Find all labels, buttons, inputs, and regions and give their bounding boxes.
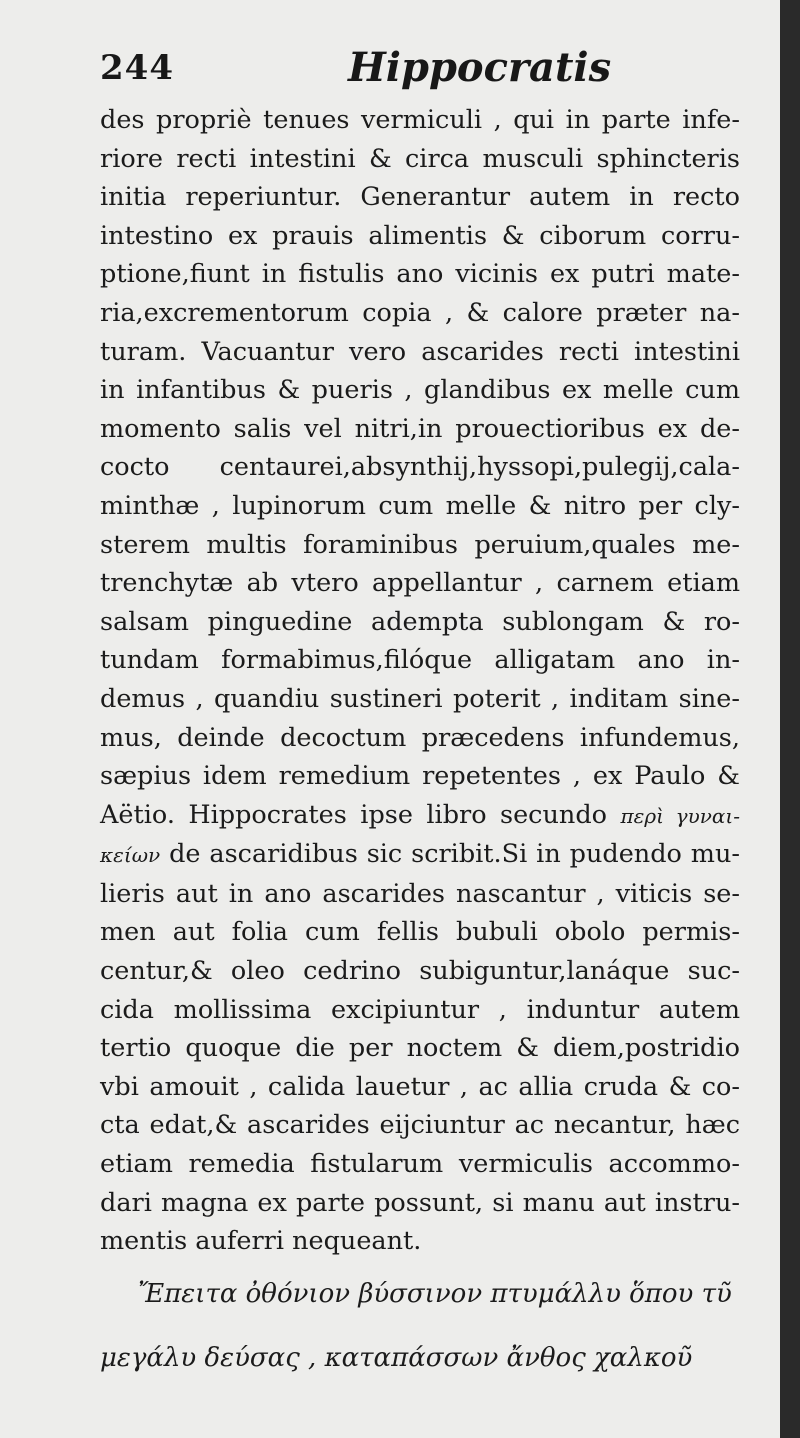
text-line: centur,& oleo cedrino subiguntur,lanáque suc- xyxy=(100,956,740,987)
text-line: men aut folia cum fellis bubuli obolo permis- xyxy=(100,917,740,948)
body-text xyxy=(100,101,740,1261)
text-line: vbi amouit , calida lauetur , ac allia cruda & co- xyxy=(100,1071,740,1102)
text-line: tundam formabimus,filóque alligatam ano in- xyxy=(100,645,740,676)
page-number: 244 xyxy=(100,48,174,88)
text-line-with-greek xyxy=(100,796,740,836)
running-head: Hippocratis xyxy=(348,44,612,91)
text-line-with-greek xyxy=(100,835,740,875)
greek-inline: περὶ γυναι- xyxy=(620,803,740,828)
page-header xyxy=(100,42,740,102)
text-line: demus , quandiu sustineri poterit , inditam sine- xyxy=(100,683,740,714)
text-line: minthæ , lupinorum cum melle & nitro per cly- xyxy=(100,490,740,521)
text-line: trenchytæ ab vtero appellantur , carnem etiam xyxy=(100,568,740,599)
text-line: dari magna ex parte possunt, si manu aut instru- xyxy=(100,1187,740,1218)
text-line: riore recti intestini & circa musculi sphincteris xyxy=(100,143,740,174)
text-segment: Aëtio. Hippocrates ipse libro secundo xyxy=(100,799,607,830)
text-line: ptione,fiunt in fistulis ano vicinis ex putri mate- xyxy=(100,259,740,290)
text-line: in infantibus & pueris , glandibus ex melle cum xyxy=(100,375,740,406)
greek-passage xyxy=(100,1262,740,1390)
text-line: salsam pinguedine adempta sublongam & ro- xyxy=(100,606,740,637)
text-segment: de ascaridibus sic scribit.Si in pudendo mu- xyxy=(169,839,741,870)
text-line: cocto centaurei,absynthij,hyssopi,pulegij,cala- xyxy=(100,452,740,483)
text-line: sæpius idem remedium repetentes , ex Paulo & xyxy=(100,761,740,792)
text-line: lieris aut in ano ascarides nascantur , viticis se- xyxy=(100,878,740,909)
text-line: initia reperiuntur. Generantur autem in recto xyxy=(100,182,740,213)
text-line: ria,excrementorum copia , & calore præter na- xyxy=(100,297,740,328)
greek-inline: κείων xyxy=(100,843,161,868)
text-line: des propriè tenues vermiculi , qui in parte infe- xyxy=(100,105,740,135)
text-line: turam. Vacuantur vero ascarides recti intestini xyxy=(100,336,740,367)
text-line: tertio quoque die per noctem & diem,postridio xyxy=(100,1033,740,1064)
text-line: sterem multis foraminibus peruium,quales me- xyxy=(100,529,740,560)
text-line: cta edat,& ascarides eijciuntur ac necantur, hæc xyxy=(100,1110,740,1141)
text-line: intestino ex prauis alimentis & ciborum corru- xyxy=(100,220,740,251)
text-line: etiam remedia fistularum vermiculis accommo- xyxy=(100,1149,740,1180)
text-line: mus, deinde decoctum præcedens infundemus, xyxy=(100,722,740,753)
text-line: momento salis vel nitri,in prouectioribus ex de- xyxy=(100,413,740,444)
page-edge-shadow xyxy=(780,0,800,1438)
text-line: cida mollissima excipiuntur , induntur autem xyxy=(100,994,740,1025)
greek-line: μεγάλυ δεύσας , καταπάσσων ἄνθος χαλκοῦ xyxy=(100,1343,693,1373)
text-line-last: mentis auferri nequeant. xyxy=(100,1226,422,1257)
greek-line: Ἔπειτα ὀθόνιον βύσσινον πτυμάλλυ ὅπου τῦ xyxy=(138,1279,732,1309)
